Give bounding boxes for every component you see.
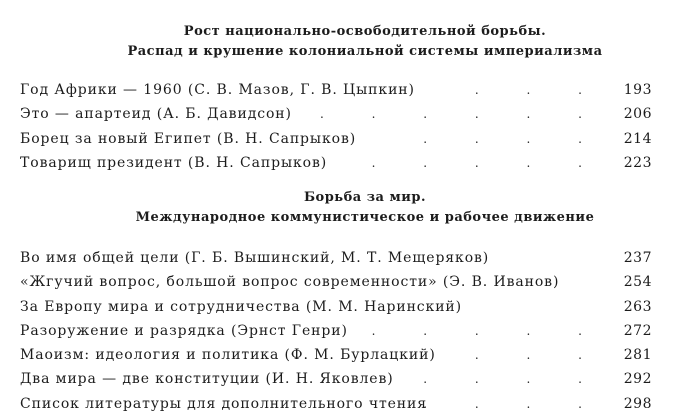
toc-entry-page-number: 214 [623,130,652,147]
dot-leader: . . . . [423,396,604,411]
dot-leader: . . . . . [371,323,604,338]
toc-entry-page-number: 223 [623,154,652,171]
toc-entry[interactable] [20,392,652,416]
toc-entry-page-number: 292 [623,371,652,388]
dot-leader: . . . [474,83,604,97]
toc-entry-title: Список литературы для дополнительного чтения [20,395,428,412]
dot-leader: . . . . . [371,155,604,170]
toc-entry-page-number: 298 [623,395,652,412]
dot-leader: . . . . . . [320,107,604,122]
toc-entry-page-number: 206 [623,106,652,123]
toc-entry[interactable] [20,246,652,270]
toc-entry-title: Год Африки — 1960 (С. В. Мазов, Г. В. Цыпкин) [20,82,415,98]
toc-entry[interactable] [20,319,652,343]
toc-section-national-liberation [0,22,700,175]
section-heading-line-2: Распад и крушение колониальной системы империализма [127,44,603,59]
toc-section-struggle-for-peace [0,188,700,416]
toc-entry-page-number: 254 [623,274,652,291]
dot-leader: . . . . [423,131,604,146]
toc-entry-page-number: 272 [623,322,652,339]
toc-entry-title: Разоружение и разрядка (Эрнст Генри) [20,322,348,339]
toc-entry[interactable] [20,151,652,175]
toc-entry-title: «Жгучий вопрос, большой вопрос современности» (Э. В. Иванов) [20,274,560,291]
toc-entry[interactable] [20,367,652,391]
toc-entry-title: Товарищ президент (В. Н. Сапрыков) [20,154,328,171]
toc-entry[interactable] [20,102,652,126]
section-heading-line-1: Рост национально-освободительной борьбы. [183,24,547,39]
toc-entry[interactable] [20,295,652,319]
toc-entry-page-number: 193 [623,82,652,98]
toc-entry-page-number: 237 [623,250,652,266]
toc-entry[interactable] [20,78,652,102]
section-heading-line-2: Международное коммунистическое и рабочее движение [135,210,595,225]
toc-entry-title: Борец за новый Египет (В. Н. Сапрыков) [20,130,357,147]
toc-entry-title: Маоизм: идеология и политика (Ф. М. Бурлацкий) [20,347,436,364]
toc-entry[interactable] [20,127,652,151]
toc-entry-page-number: 281 [623,347,652,364]
toc-entry-title: Во имя общей цели (Г. Б. Вышинский, М. Т. Мещеряков) [20,250,490,266]
toc-entry-list [0,246,700,416]
toc-entry-list [0,78,700,175]
dot-leader: . . . [474,348,604,363]
toc-entry[interactable] [20,270,652,294]
toc-entry[interactable] [20,343,652,367]
toc-entry-page-number: 263 [623,298,652,315]
dot-leader: . . . . [423,372,604,387]
toc-entry-title: За Европу мира и сотрудничества (М. М. Наринский) [20,298,463,315]
toc-entry-title: Это — апартеид (А. Б. Давидсон) [20,106,292,123]
toc-entry-title: Два мира — две конституции (И. Н. Яковлев) [20,371,394,388]
section-heading-line-1: Борьба за мир. [303,190,427,205]
